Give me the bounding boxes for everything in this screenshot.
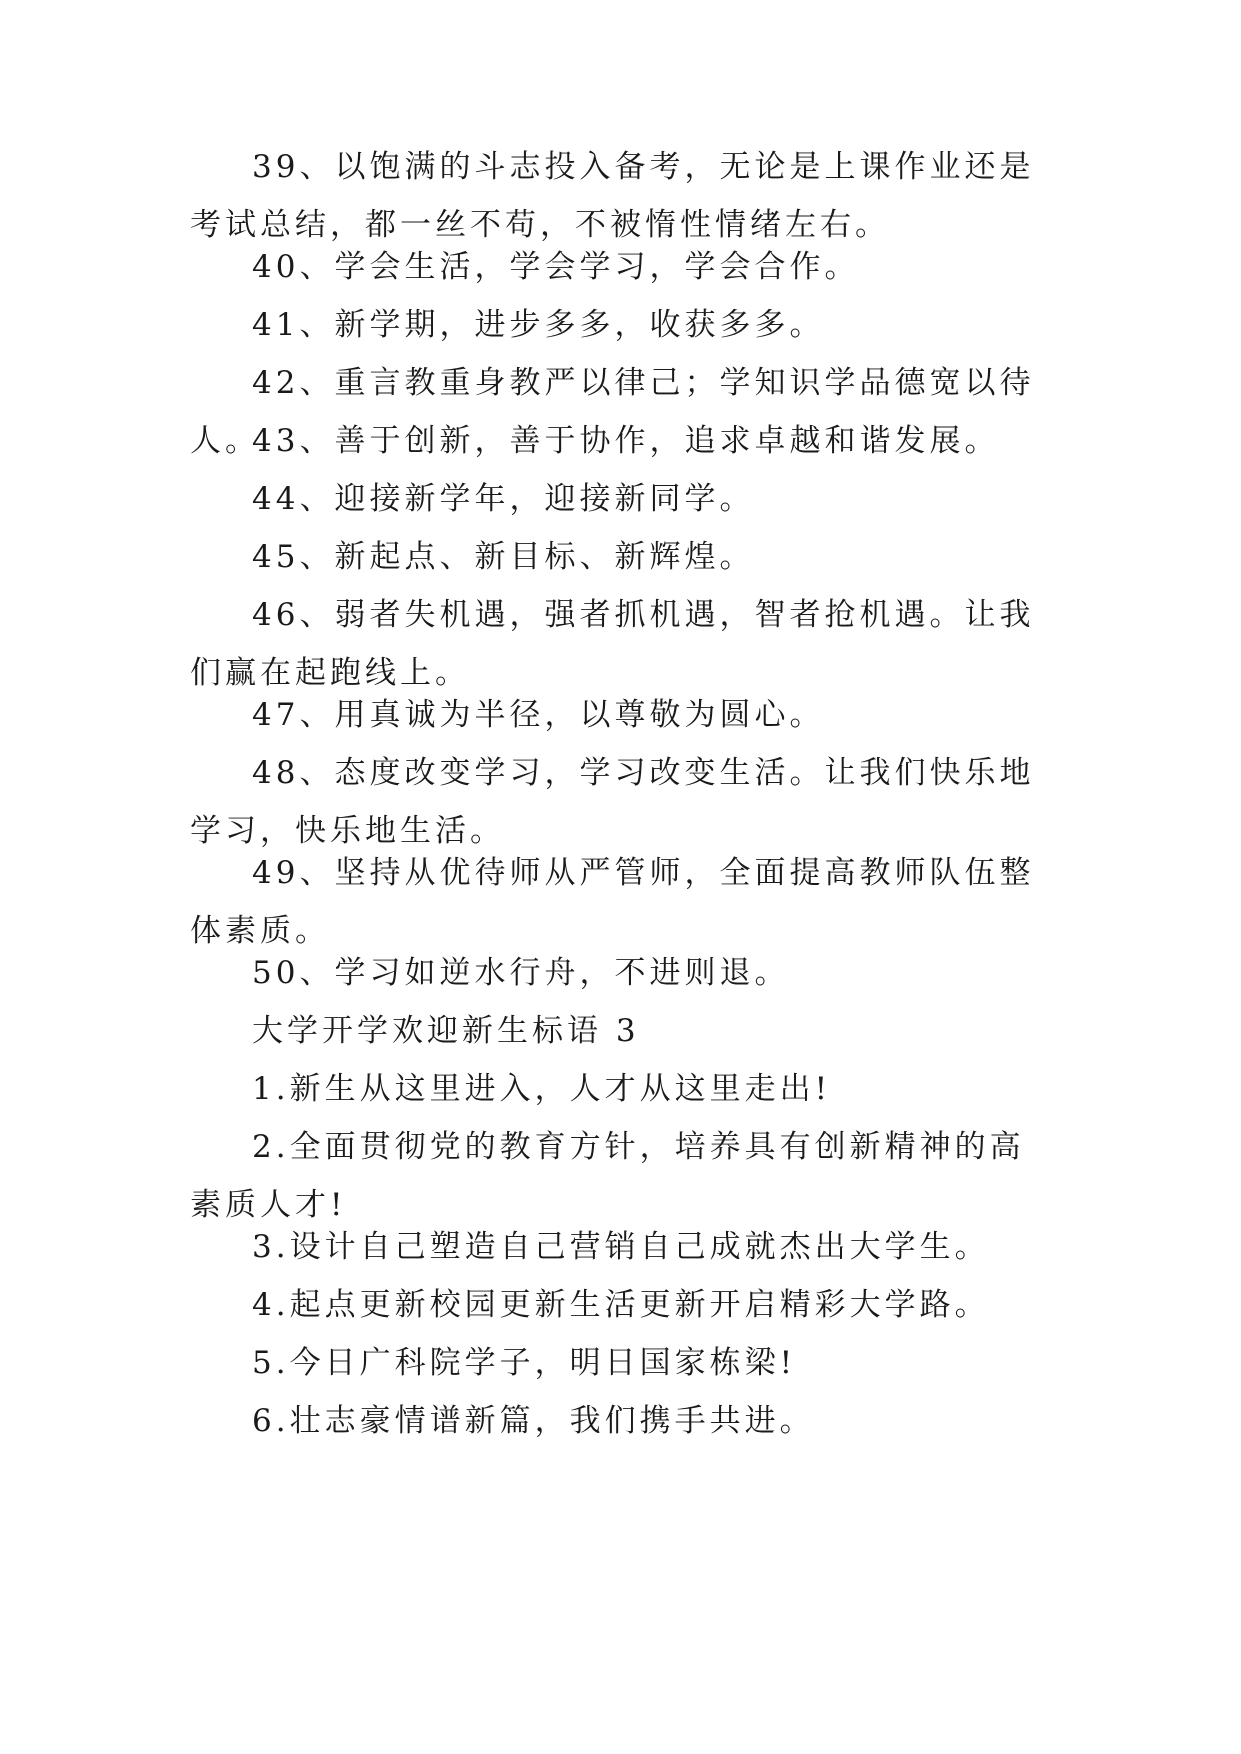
- paragraph-47: 47、用真诚为半径，以尊敬为圆心。: [252, 697, 825, 733]
- paragraph-49: 49、坚持从优待师从严管师，全面提高教师队伍整体素质。: [190, 855, 1035, 949]
- paragraph-48: 48、态度改变学习，学习改变生活。让我们快乐地学习，快乐地生活。: [190, 755, 1035, 849]
- slogan-1: 1.新生从这里进入，人才从这里走出!: [252, 1071, 832, 1107]
- slogan-4: 4.起点更新校园更新生活更新开启精彩大学路。: [252, 1287, 990, 1323]
- paragraph-39: 39、以饱满的斗志投入备考，无论是上课作业还是考试总结，都一丝不苟，不被惰性情绪左右。: [190, 149, 1035, 243]
- paragraph-44: 44、迎接新学年，迎接新同学。: [252, 481, 755, 517]
- slogan-6: 6.壮志豪情谱新篇，我们携手共进。: [252, 1403, 815, 1439]
- paragraph-46: 46、弱者失机遇，强者抓机遇，智者抢机遇。让我们赢在起跑线上。: [190, 597, 1035, 691]
- slogan-3: 3.设计自己塑造自己营销自己成就杰出大学生。: [252, 1229, 990, 1265]
- section-heading: 大学开学欢迎新生标语 3: [252, 1013, 640, 1049]
- paragraph-43: 43、善于创新，善于协作，追求卓越和谐发展。: [252, 423, 1000, 459]
- slogan-2: 2.全面贯彻党的教育方针，培养具有创新精神的高素质人才!: [190, 1129, 1025, 1223]
- paragraph-41: 41、新学期，进步多多，收获多多。: [252, 307, 825, 343]
- paragraph-45: 45、新起点、新目标、新辉煌。: [252, 539, 755, 575]
- slogan-5: 5.今日广科院学子，明日国家栋梁!: [252, 1345, 797, 1381]
- paragraph-40: 40、学会生活，学会学习，学会合作。: [252, 249, 860, 285]
- paragraph-42: 42、重言教重身教严以律己；学知识学品德宽以待人。: [190, 365, 1035, 459]
- paragraph-50: 50、学习如逆水行舟，不进则退。: [252, 955, 790, 991]
